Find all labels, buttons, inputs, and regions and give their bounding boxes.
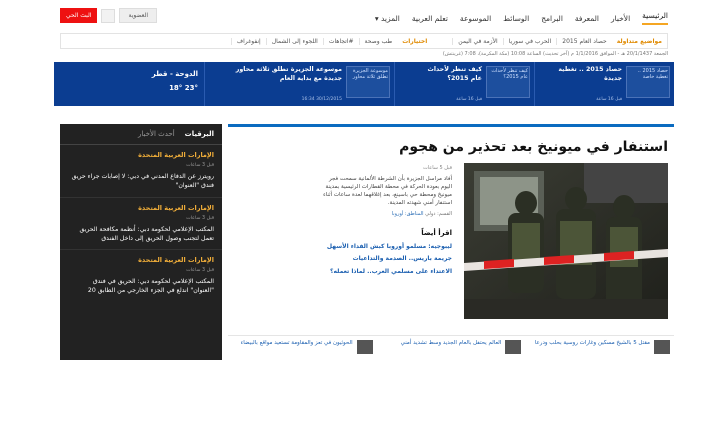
related-thumbnail — [357, 340, 373, 354]
nav-encyclopedia[interactable]: الموسوعة — [459, 13, 492, 23]
related-item[interactable] — [228, 336, 377, 359]
related-item[interactable] — [525, 336, 674, 359]
nav-more-label: المزيد — [380, 13, 400, 23]
wire-time: قبل 3 ساعات — [186, 215, 214, 221]
featured-thumbnail: حصاد 2015 .. تغطية خاصة — [626, 66, 670, 98]
story-image[interactable] — [464, 163, 668, 319]
weather-city: الدوحة - قطر — [151, 70, 198, 78]
trending-tag[interactable]: الأزمة في اليمن — [452, 38, 502, 45]
story-region-link[interactable]: المناطق: أوروبا — [391, 210, 424, 217]
dateline: الجمعة 20/1/1437 هـ - الموافق 1/1/2016 م (آخر تحديث) الساعة 10:08 (مكة المكرمة)، 7:08 (غرينتش) — [442, 51, 668, 57]
featured-time: قبل 16 ساعة — [596, 97, 622, 102]
wire-text[interactable]: المكتب الإعلامي لحكومة دبي: أنظمة مكافحة الحريق تعمل لتجنب وصول الحريق إلى داخل الفندق — [79, 225, 214, 242]
picks-label: اختيارات — [402, 37, 428, 45]
story-section: القسم: دولي — [425, 210, 452, 217]
read-also-title: اقرأ أيضاً — [421, 229, 452, 237]
featured-item[interactable] — [204, 62, 394, 106]
nav-media[interactable]: الوسائط — [503, 13, 530, 23]
read-also-link[interactable]: جريمة باريس.. الصدمة والتداعيات — [352, 255, 452, 263]
weather-temperature: 23° 18° — [169, 84, 198, 92]
read-also-link[interactable]: الاعتداء على مسلمي الغرب.. لماذا تعمله؟ — [330, 267, 452, 275]
related-item[interactable] — [377, 336, 526, 359]
related-title[interactable]: العالم يحتفل بالعام الجديد وسط تشديد أمني — [400, 340, 502, 346]
wire-category[interactable]: الإمارات العربية المتحدة — [138, 151, 214, 159]
trending-label: مواضيع متداولة — [616, 37, 662, 45]
weather-widget[interactable] — [134, 62, 204, 106]
picks-tag[interactable]: طب وصحة — [359, 38, 398, 45]
tab-wires[interactable]: البرقيات — [184, 130, 214, 138]
sidebar-tabs — [60, 124, 222, 145]
wire-item[interactable] — [60, 250, 222, 302]
trending-tag[interactable]: الحرب في سوريا — [503, 38, 557, 45]
wire-item[interactable] — [60, 145, 222, 198]
featured-time: قبل 16 ساعة — [456, 97, 482, 102]
picks-tag[interactable]: #اتجاهات — [323, 38, 359, 45]
wire-time: قبل 3 ساعات — [186, 268, 214, 274]
nav-home[interactable]: الرئيسية — [642, 11, 668, 25]
featured-title[interactable]: كيف تنظر لأحداث عام 2015؟ — [427, 66, 482, 82]
user-icon[interactable] — [101, 9, 115, 23]
picks-tag[interactable]: إنفوغراف — [231, 38, 266, 45]
nav-programs[interactable]: البرامج — [541, 13, 563, 23]
featured-thumbnail: كيف تنظر لأحداث عام 2015؟ — [486, 66, 530, 98]
featured-time: 30/12/2015 16:34 — [301, 97, 342, 102]
story-time: قبل 5 ساعات — [423, 165, 452, 171]
page — [54, 0, 674, 360]
wire-text[interactable]: رويترز عن الدفاع المدني في دبي: لا إصابات جراء حريق فندق "العنوان" — [71, 173, 214, 190]
trending-bar — [60, 33, 668, 49]
story-headline[interactable]: استنفار في ميونيخ بعد تحذير من هجوم — [399, 139, 668, 155]
featured-item[interactable] — [534, 62, 674, 106]
live-stream-button[interactable]: البث الحي — [60, 8, 97, 23]
featured-thumbnail: موسوعة الجزيرة تطلق ثلاثة محاور — [346, 66, 390, 98]
wire-text[interactable]: المكتب الإعلامي لحكومة دبي: الحريق في فندق "العنوان" اندلع في الجزء الخارجي من الطابق 20 — [87, 278, 214, 295]
chevron-down-icon: ▾ — [374, 13, 379, 23]
nav-more[interactable] — [375, 14, 400, 23]
nav-knowledge[interactable]: المعرفة — [574, 13, 599, 23]
featured-item[interactable] — [394, 62, 534, 106]
story-text: أفاد مراسل الجزيرة بأن الشرطة الألمانية سمحت فجر اليوم بعودة الحركة في محطة القطارات الرئيسية بمدينة ميونيخ ومحطة حي باسينغ، بعد إغلاقهما لعدة ساعات أثناء استنفار أمني شهدته المدينة. — [323, 175, 452, 207]
related-strip — [228, 335, 674, 359]
tab-latest-news[interactable]: أحدث الأخبار — [138, 130, 175, 138]
trending-tag[interactable]: حصاد العام 2015 — [556, 38, 611, 45]
wire-time: قبل 3 ساعات — [186, 163, 214, 168]
top-navigation — [54, 6, 674, 30]
related-title[interactable]: مقتل 5 بالشيخ مسكين وغارات روسية بحلب ودرعا — [534, 340, 650, 346]
read-also-link[interactable]: ليبوجيه: مسلمو أوروبا كبش الفداء الأسهل — [326, 242, 452, 250]
story-photo — [464, 163, 668, 319]
related-thumbnail — [505, 340, 521, 354]
nav-learn-arabic[interactable]: تعلم العربية — [411, 13, 448, 23]
nav-news[interactable]: الأخبار — [610, 13, 631, 23]
picks-tag[interactable]: اللجوء إلى الشمال — [266, 38, 323, 45]
featured-strip — [54, 62, 674, 106]
membership-button[interactable]: العضوية — [119, 8, 157, 23]
featured-title[interactable]: حصاد 2015 .. تغطية جديدة — [558, 66, 622, 82]
sidebar-newswire — [60, 124, 222, 360]
related-title[interactable]: الحوثيون في تعز والمقاومة تستعيد مواقع بالبيضاء — [240, 340, 353, 346]
wire-item[interactable] — [60, 198, 222, 251]
featured-title[interactable]: موسوعة الجزيرة تطلق ثلاثة محاور جديدة مع بداية العام — [235, 66, 342, 82]
story-summary — [322, 165, 452, 277]
wire-category[interactable]: الإمارات العربية المتحدة — [138, 203, 214, 212]
main-story — [228, 124, 674, 360]
related-thumbnail — [654, 340, 670, 354]
wire-category[interactable]: الإمارات العربية المتحدة — [138, 256, 214, 265]
story-meta — [322, 211, 452, 219]
